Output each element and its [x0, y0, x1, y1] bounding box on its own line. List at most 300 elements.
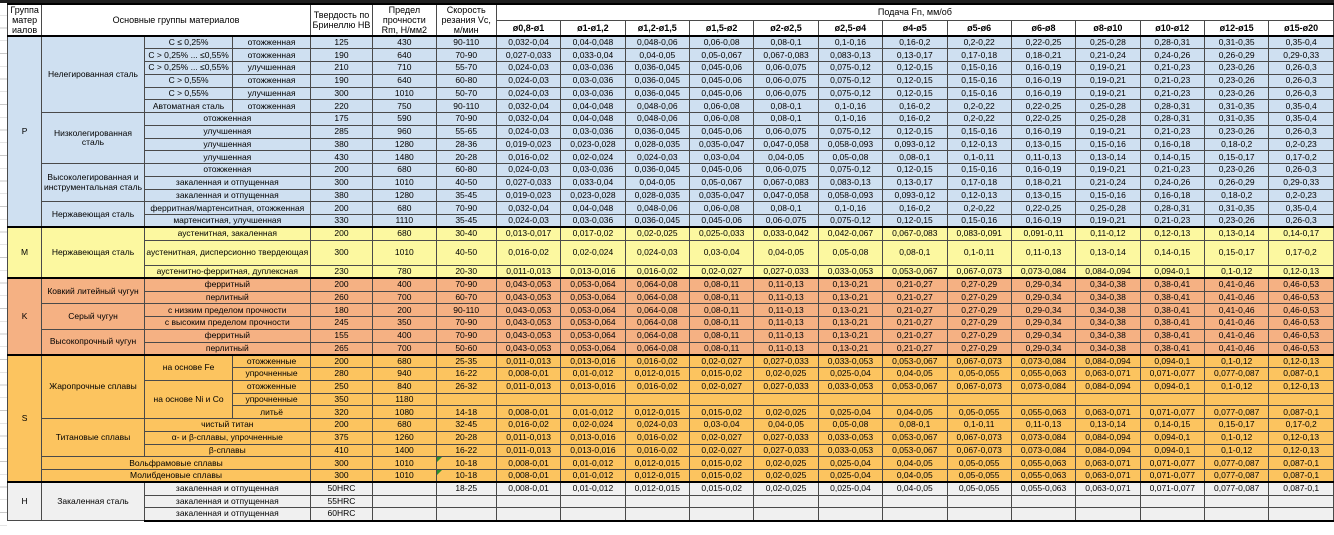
feed-value-cell[interactable]: 0,04-0,048: [561, 202, 625, 215]
material-cell[interactable]: Автоматная сталь: [144, 100, 233, 113]
feed-value-cell[interactable]: [754, 495, 818, 508]
feed-value-cell[interactable]: 0,025-0,04: [818, 368, 882, 381]
material-cell[interactable]: упрочненные: [233, 368, 310, 381]
speed-cell[interactable]: 90-110: [436, 36, 496, 49]
feed-value-cell[interactable]: 0,012-0,015: [625, 406, 689, 419]
feed-value-cell[interactable]: 0,02-0,027: [690, 431, 754, 444]
material-cell[interactable]: C > 0,25% ... ≤0,55%: [144, 49, 233, 62]
feed-value-cell[interactable]: 0,053-0,067: [883, 380, 947, 393]
strength-cell[interactable]: 680: [373, 227, 436, 240]
hardness-cell[interactable]: 330: [310, 215, 372, 228]
feed-value-cell[interactable]: 0,032-0,04: [496, 202, 560, 215]
feed-value-cell[interactable]: 0,067-0,083: [754, 49, 818, 62]
feed-value-cell[interactable]: 0,11-0,13: [1011, 151, 1075, 164]
feed-value-cell[interactable]: 0,03-0,036: [561, 164, 625, 177]
feed-value-cell[interactable]: 0,02-0,025: [754, 406, 818, 419]
feed-value-cell[interactable]: 0,055-0,063: [1011, 368, 1075, 381]
feed-value-cell[interactable]: 0,04-0,05: [883, 406, 947, 419]
feed-value-cell[interactable]: 0,22-0,25: [1011, 36, 1075, 49]
material-cell[interactable]: Нержавеющая сталь: [42, 202, 145, 228]
feed-value-cell[interactable]: 0,21-0,27: [883, 342, 947, 355]
feed-value-cell[interactable]: 0,23-0,26: [1205, 164, 1269, 177]
speed-cell[interactable]: [436, 393, 496, 406]
hardness-cell[interactable]: 200: [310, 278, 372, 291]
feed-value-cell[interactable]: 0,045-0,06: [690, 74, 754, 87]
speed-cell[interactable]: 70-90: [436, 49, 496, 62]
feed-value-cell[interactable]: 0,41-0,46: [1205, 317, 1269, 330]
feed-value-cell[interactable]: 0,043-0,053: [496, 304, 560, 317]
feed-value-cell[interactable]: 0,19-0,21: [1076, 74, 1140, 87]
feed-value-cell[interactable]: 0,18-0,2: [1205, 138, 1269, 151]
material-cell[interactable]: на основе Ni и Co: [144, 380, 233, 418]
diameter-column-header[interactable]: ø15-ø20: [1269, 20, 1334, 36]
feed-value-cell[interactable]: 0,21-0,27: [883, 278, 947, 291]
feed-value-cell[interactable]: 0,2-0,22: [947, 100, 1011, 113]
strength-cell[interactable]: 430: [373, 36, 436, 49]
speed-cell[interactable]: 35-45: [436, 189, 496, 202]
strength-cell[interactable]: 640: [373, 49, 436, 62]
feed-value-cell[interactable]: [1269, 495, 1334, 508]
feed-value-cell[interactable]: 0,084-0,094: [1076, 431, 1140, 444]
feed-value-cell[interactable]: 0,11-0,12: [1076, 227, 1140, 240]
material-cell[interactable]: Высоколегированная и инструментальная сталь: [42, 164, 145, 202]
feed-value-cell[interactable]: 0,077-0,087: [1205, 406, 1269, 419]
feed-value-cell[interactable]: 0,1-0,12: [1205, 266, 1269, 279]
feed-value-cell[interactable]: 0,16-0,2: [883, 202, 947, 215]
strength-cell[interactable]: 940: [373, 368, 436, 381]
speed-cell[interactable]: 90-110: [436, 304, 496, 317]
feed-value-cell[interactable]: [947, 495, 1011, 508]
feed-value-cell[interactable]: 0,016-0,02: [496, 419, 560, 432]
strength-cell[interactable]: [373, 508, 436, 521]
feed-value-cell[interactable]: 0,04-0,05: [754, 151, 818, 164]
hardness-cell[interactable]: 210: [310, 62, 372, 75]
feed-value-cell[interactable]: 0,042-0,067: [818, 227, 882, 240]
material-cell[interactable]: улучшенная: [144, 125, 310, 138]
strength-cell[interactable]: 1010: [373, 240, 436, 266]
feed-value-cell[interactable]: 0,12-0,13: [1269, 431, 1334, 444]
feed-value-cell[interactable]: 0,084-0,094: [1076, 444, 1140, 457]
feed-value-cell[interactable]: 0,094-0,1: [1140, 266, 1204, 279]
feed-value-cell[interactable]: [818, 495, 882, 508]
header-material-group[interactable]: Группа матер иалов: [8, 4, 42, 36]
material-cell[interactable]: закаленная и отпущенная: [144, 482, 310, 495]
feed-value-cell[interactable]: 0,41-0,46: [1205, 291, 1269, 304]
feed-value-cell[interactable]: 0,16-0,18: [1140, 189, 1204, 202]
feed-value-cell[interactable]: 0,46-0,53: [1269, 291, 1334, 304]
feed-value-cell[interactable]: 0,12-0,13: [1269, 380, 1334, 393]
speed-cell[interactable]: 10-18: [436, 470, 496, 483]
hardness-cell[interactable]: 200: [310, 202, 372, 215]
feed-value-cell[interactable]: 0,08-0,11: [690, 329, 754, 342]
feed-value-cell[interactable]: 0,045-0,06: [690, 164, 754, 177]
feed-value-cell[interactable]: 0,064-0,08: [625, 342, 689, 355]
speed-cell[interactable]: 18-25: [436, 482, 496, 495]
feed-value-cell[interactable]: 0,013-0,016: [561, 355, 625, 368]
speed-cell[interactable]: 70-90: [436, 113, 496, 126]
strength-cell[interactable]: 1080: [373, 406, 436, 419]
feed-value-cell[interactable]: 0,19-0,21: [1076, 164, 1140, 177]
feed-value-cell[interactable]: 0,071-0,077: [1140, 482, 1204, 495]
hardness-cell[interactable]: 200: [310, 419, 372, 432]
feed-value-cell[interactable]: 0,31-0,35: [1205, 202, 1269, 215]
feed-value-cell[interactable]: 0,012-0,015: [625, 470, 689, 483]
feed-value-cell[interactable]: 0,077-0,087: [1205, 368, 1269, 381]
feed-value-cell[interactable]: 0,11-0,13: [754, 329, 818, 342]
feed-value-cell[interactable]: 0,08-0,1: [883, 240, 947, 266]
feed-value-cell[interactable]: 0,23-0,26: [1205, 74, 1269, 87]
feed-value-cell[interactable]: 0,29-0,34: [1011, 278, 1075, 291]
feed-value-cell[interactable]: 0,13-0,21: [818, 329, 882, 342]
feed-value-cell[interactable]: 0,06-0,08: [690, 202, 754, 215]
feed-value-cell[interactable]: 0,033-0,053: [818, 355, 882, 368]
feed-value-cell[interactable]: 0,18-0,21: [1011, 176, 1075, 189]
feed-value-cell[interactable]: 0,016-0,02: [496, 240, 560, 266]
header-tensile-strength[interactable]: Предел прочности Rm, Н/мм2: [373, 4, 436, 36]
hardness-cell[interactable]: 285: [310, 125, 372, 138]
feed-value-cell[interactable]: 0,29-0,34: [1011, 342, 1075, 355]
feed-value-cell[interactable]: 0,46-0,53: [1269, 317, 1334, 330]
feed-value-cell[interactable]: 0,04-0,05: [625, 49, 689, 62]
feed-value-cell[interactable]: 0,008-0,01: [496, 482, 560, 495]
speed-cell[interactable]: [436, 495, 496, 508]
feed-value-cell[interactable]: 0,16-0,19: [1011, 125, 1075, 138]
feed-value-cell[interactable]: 0,016-0,02: [625, 444, 689, 457]
feed-value-cell[interactable]: 0,053-0,067: [883, 266, 947, 279]
feed-value-cell[interactable]: 0,063-0,071: [1076, 470, 1140, 483]
strength-cell[interactable]: 680: [373, 355, 436, 368]
feed-value-cell[interactable]: 0,02-0,027: [690, 444, 754, 457]
feed-value-cell[interactable]: 0,015-0,02: [690, 368, 754, 381]
feed-value-cell[interactable]: 0,073-0,084: [1011, 266, 1075, 279]
feed-value-cell[interactable]: 0,048-0,06: [625, 202, 689, 215]
feed-value-cell[interactable]: 0,011-0,013: [496, 444, 560, 457]
hardness-cell[interactable]: 260: [310, 291, 372, 304]
feed-value-cell[interactable]: 0,26-0,3: [1269, 164, 1334, 177]
strength-cell[interactable]: 700: [373, 342, 436, 355]
feed-value-cell[interactable]: 0,21-0,23: [1140, 125, 1204, 138]
feed-value-cell[interactable]: 0,15-0,16: [947, 87, 1011, 100]
feed-value-cell[interactable]: 0,08-0,1: [754, 100, 818, 113]
feed-value-cell[interactable]: [496, 495, 560, 508]
feed-value-cell[interactable]: 0,06-0,075: [754, 125, 818, 138]
feed-value-cell[interactable]: 0,077-0,087: [1205, 470, 1269, 483]
strength-cell[interactable]: [373, 495, 436, 508]
feed-value-cell[interactable]: [625, 393, 689, 406]
feed-value-cell[interactable]: 0,043-0,053: [496, 278, 560, 291]
feed-value-cell[interactable]: 0,21-0,27: [883, 304, 947, 317]
feed-value-cell[interactable]: 0,083-0,13: [818, 49, 882, 62]
speed-cell[interactable]: 70-90: [436, 317, 496, 330]
feed-value-cell[interactable]: 0,28-0,31: [1140, 36, 1204, 49]
feed-value-cell[interactable]: 0,05-0,055: [947, 470, 1011, 483]
feed-value-cell[interactable]: 0,08-0,1: [754, 113, 818, 126]
feed-value-cell[interactable]: 0,047-0,058: [754, 138, 818, 151]
feed-value-cell[interactable]: 0,23-0,26: [1205, 62, 1269, 75]
feed-value-cell[interactable]: 0,064-0,08: [625, 317, 689, 330]
feed-value-cell[interactable]: 0,21-0,23: [1140, 87, 1204, 100]
hardness-cell[interactable]: 245: [310, 317, 372, 330]
feed-value-cell[interactable]: 0,091-0,11: [1011, 227, 1075, 240]
feed-value-cell[interactable]: 0,13-0,21: [818, 304, 882, 317]
feed-value-cell[interactable]: 0,075-0,12: [818, 164, 882, 177]
feed-value-cell[interactable]: [818, 508, 882, 521]
feed-value-cell[interactable]: 0,01-0,012: [561, 368, 625, 381]
feed-value-cell[interactable]: 0,053-0,067: [883, 355, 947, 368]
hardness-cell[interactable]: 300: [310, 470, 372, 483]
feed-value-cell[interactable]: 0,011-0,013: [496, 266, 560, 279]
feed-value-cell[interactable]: 0,063-0,071: [1076, 457, 1140, 470]
feed-value-cell[interactable]: 0,012-0,015: [625, 482, 689, 495]
strength-cell[interactable]: 400: [373, 329, 436, 342]
feed-value-cell[interactable]: 0,26-0,3: [1269, 62, 1334, 75]
feed-value-cell[interactable]: 0,008-0,01: [496, 368, 560, 381]
strength-cell[interactable]: 680: [373, 419, 436, 432]
feed-value-cell[interactable]: 0,2-0,22: [947, 113, 1011, 126]
feed-value-cell[interactable]: 0,015-0,02: [690, 470, 754, 483]
material-cell[interactable]: отожженная: [233, 74, 310, 87]
feed-value-cell[interactable]: 0,31-0,35: [1205, 100, 1269, 113]
feed-value-cell[interactable]: 0,13-0,15: [1011, 189, 1075, 202]
feed-value-cell[interactable]: 0,15-0,16: [947, 62, 1011, 75]
strength-cell[interactable]: [373, 482, 436, 495]
feed-value-cell[interactable]: 0,032-0,04: [496, 36, 560, 49]
feed-value-cell[interactable]: 0,14-0,15: [1140, 151, 1204, 164]
feed-value-cell[interactable]: 0,053-0,067: [883, 431, 947, 444]
feed-value-cell[interactable]: 0,047-0,058: [754, 189, 818, 202]
strength-cell[interactable]: 1280: [373, 138, 436, 151]
feed-value-cell[interactable]: 0,21-0,24: [1076, 49, 1140, 62]
feed-value-cell[interactable]: 0,016-0,02: [625, 266, 689, 279]
feed-value-cell[interactable]: 0,073-0,084: [1011, 431, 1075, 444]
feed-value-cell[interactable]: 0,024-0,03: [496, 74, 560, 87]
feed-value-cell[interactable]: 0,043-0,053: [496, 342, 560, 355]
material-cell[interactable]: аустенитная, дисперсионно твердеющая: [144, 240, 310, 266]
feed-value-cell[interactable]: 0,12-0,13: [947, 189, 1011, 202]
feed-value-cell[interactable]: 0,29-0,34: [1011, 317, 1075, 330]
diameter-column-header[interactable]: ø5-ø6: [947, 20, 1011, 36]
strength-cell[interactable]: 840: [373, 380, 436, 393]
feed-value-cell[interactable]: 0,064-0,08: [625, 304, 689, 317]
feed-value-cell[interactable]: 0,16-0,2: [883, 100, 947, 113]
feed-value-cell[interactable]: 0,03-0,036: [561, 125, 625, 138]
group-letter-cell[interactable]: M: [8, 227, 42, 278]
feed-value-cell[interactable]: [561, 508, 625, 521]
feed-value-cell[interactable]: 0,048-0,06: [625, 36, 689, 49]
diameter-column-header[interactable]: ø12-ø15: [1205, 20, 1269, 36]
feed-value-cell[interactable]: 0,055-0,063: [1011, 470, 1075, 483]
feed-value-cell[interactable]: 0,11-0,13: [754, 278, 818, 291]
material-cell[interactable]: аустенитная, закаленная: [144, 227, 310, 240]
speed-cell[interactable]: 50-60: [436, 342, 496, 355]
feed-value-cell[interactable]: 0,016-0,02: [496, 151, 560, 164]
feed-value-cell[interactable]: 0,29-0,33: [1269, 49, 1334, 62]
feed-value-cell[interactable]: 0,19-0,21: [1076, 215, 1140, 228]
header-feed-title[interactable]: Подача Fn, мм/об: [496, 4, 1333, 20]
speed-cell[interactable]: 55-65: [436, 125, 496, 138]
feed-value-cell[interactable]: 0,087-0,1: [1269, 482, 1334, 495]
feed-value-cell[interactable]: 0,071-0,077: [1140, 457, 1204, 470]
feed-value-cell[interactable]: 0,064-0,08: [625, 291, 689, 304]
feed-value-cell[interactable]: [625, 495, 689, 508]
feed-value-cell[interactable]: 0,24-0,26: [1140, 49, 1204, 62]
hardness-cell[interactable]: 320: [310, 406, 372, 419]
feed-value-cell[interactable]: 0,033-0,04: [561, 49, 625, 62]
feed-value-cell[interactable]: 0,048-0,06: [625, 100, 689, 113]
feed-value-cell[interactable]: 0,04-0,048: [561, 36, 625, 49]
feed-value-cell[interactable]: 0,075-0,12: [818, 125, 882, 138]
feed-value-cell[interactable]: 0,21-0,27: [883, 291, 947, 304]
diameter-column-header[interactable]: ø1-ø1,2: [561, 20, 625, 36]
feed-value-cell[interactable]: 0,11-0,13: [754, 291, 818, 304]
feed-value-cell[interactable]: 0,019-0,023: [496, 138, 560, 151]
speed-cell[interactable]: [436, 508, 496, 521]
feed-value-cell[interactable]: [690, 495, 754, 508]
feed-value-cell[interactable]: 0,027-0,033: [754, 431, 818, 444]
feed-value-cell[interactable]: 0,1-0,12: [1205, 380, 1269, 393]
speed-cell[interactable]: 60-70: [436, 291, 496, 304]
feed-value-cell[interactable]: 0,21-0,27: [883, 329, 947, 342]
diameter-column-header[interactable]: ø4-ø5: [883, 20, 947, 36]
feed-value-cell[interactable]: 0,084-0,094: [1076, 355, 1140, 368]
feed-value-cell[interactable]: 0,18-0,2: [1205, 189, 1269, 202]
group-letter-cell[interactable]: P: [8, 36, 42, 227]
feed-value-cell[interactable]: 0,032-0,04: [496, 100, 560, 113]
feed-value-cell[interactable]: 0,06-0,075: [754, 215, 818, 228]
speed-cell[interactable]: 40-50: [436, 240, 496, 266]
material-cell[interactable]: закаленная и отпущенная: [144, 508, 310, 521]
strength-cell[interactable]: 1010: [373, 457, 436, 470]
speed-cell[interactable]: 16-22: [436, 444, 496, 457]
feed-value-cell[interactable]: 0,012-0,015: [625, 368, 689, 381]
speed-cell[interactable]: 20-30: [436, 266, 496, 279]
feed-value-cell[interactable]: 0,34-0,38: [1076, 329, 1140, 342]
feed-value-cell[interactable]: 0,067-0,073: [947, 431, 1011, 444]
material-cell[interactable]: аустенитно-ферритная, дуплексная: [144, 266, 310, 279]
feed-value-cell[interactable]: 0,02-0,025: [754, 470, 818, 483]
feed-value-cell[interactable]: [1076, 495, 1140, 508]
feed-value-cell[interactable]: 0,12-0,15: [883, 74, 947, 87]
feed-value-cell[interactable]: 0,008-0,01: [496, 457, 560, 470]
feed-value-cell[interactable]: 0,05-0,067: [690, 176, 754, 189]
feed-value-cell[interactable]: 0,19-0,21: [1076, 125, 1140, 138]
feed-value-cell[interactable]: 0,016-0,02: [625, 380, 689, 393]
strength-cell[interactable]: 1480: [373, 151, 436, 164]
feed-value-cell[interactable]: 0,24-0,26: [1140, 176, 1204, 189]
feed-value-cell[interactable]: 0,094-0,1: [1140, 444, 1204, 457]
feed-value-cell[interactable]: 0,027-0,033: [754, 444, 818, 457]
strength-cell[interactable]: 1010: [373, 470, 436, 483]
feed-value-cell[interactable]: 0,08-0,1: [883, 419, 947, 432]
feed-value-cell[interactable]: 0,12-0,15: [883, 164, 947, 177]
feed-value-cell[interactable]: 0,15-0,17: [1205, 419, 1269, 432]
feed-value-cell[interactable]: 0,38-0,41: [1140, 304, 1204, 317]
feed-value-cell[interactable]: 0,1-0,16: [818, 100, 882, 113]
feed-value-cell[interactable]: 0,19-0,21: [1076, 87, 1140, 100]
feed-value-cell[interactable]: 0,04-0,05: [754, 419, 818, 432]
feed-value-cell[interactable]: 0,058-0,093: [818, 189, 882, 202]
material-cell[interactable]: Ковкий литейный чугун: [42, 278, 145, 304]
feed-value-cell[interactable]: 0,04-0,05: [754, 240, 818, 266]
material-cell[interactable]: Молибденовые сплавы: [42, 470, 311, 483]
speed-cell[interactable]: 40-50: [436, 176, 496, 189]
feed-value-cell[interactable]: 0,075-0,12: [818, 87, 882, 100]
feed-value-cell[interactable]: 0,01-0,012: [561, 482, 625, 495]
feed-value-cell[interactable]: 0,13-0,17: [883, 49, 947, 62]
feed-value-cell[interactable]: 0,024-0,03: [625, 240, 689, 266]
strength-cell[interactable]: 590: [373, 113, 436, 126]
feed-value-cell[interactable]: 0,23-0,26: [1205, 125, 1269, 138]
feed-value-cell[interactable]: 0,13-0,14: [1205, 227, 1269, 240]
feed-value-cell[interactable]: 0,075-0,12: [818, 62, 882, 75]
feed-value-cell[interactable]: 0,075-0,12: [818, 74, 882, 87]
feed-value-cell[interactable]: 0,03-0,04: [690, 151, 754, 164]
strength-cell[interactable]: 350: [373, 317, 436, 330]
feed-value-cell[interactable]: 0,023-0,028: [561, 189, 625, 202]
feed-value-cell[interactable]: 0,13-0,14: [1076, 419, 1140, 432]
feed-value-cell[interactable]: 0,025-0,04: [818, 406, 882, 419]
speed-cell[interactable]: 35-45: [436, 215, 496, 228]
material-cell[interactable]: с низким пределом прочности: [144, 304, 310, 317]
feed-value-cell[interactable]: 0,46-0,53: [1269, 329, 1334, 342]
feed-value-cell[interactable]: 0,15-0,16: [1076, 138, 1140, 151]
feed-value-cell[interactable]: 0,26-0,3: [1269, 215, 1334, 228]
feed-value-cell[interactable]: 0,34-0,38: [1076, 278, 1140, 291]
feed-value-cell[interactable]: 0,22-0,25: [1011, 113, 1075, 126]
feed-value-cell[interactable]: 0,087-0,1: [1269, 406, 1334, 419]
feed-value-cell[interactable]: 0,084-0,094: [1076, 266, 1140, 279]
feed-value-cell[interactable]: 0,12-0,15: [883, 87, 947, 100]
material-cell[interactable]: отожженная: [233, 36, 310, 49]
feed-value-cell[interactable]: 0,12-0,15: [883, 125, 947, 138]
diameter-column-header[interactable]: ø1,2-ø1,5: [625, 20, 689, 36]
hardness-cell[interactable]: 430: [310, 151, 372, 164]
feed-value-cell[interactable]: 0,12-0,13: [1269, 355, 1334, 368]
material-cell[interactable]: закаленная и отпущенная: [144, 189, 310, 202]
material-cell[interactable]: ферритный: [144, 329, 310, 342]
feed-value-cell[interactable]: 0,22-0,25: [1011, 100, 1075, 113]
speed-cell[interactable]: 32-45: [436, 419, 496, 432]
feed-value-cell[interactable]: 0,093-0,12: [883, 138, 947, 151]
feed-value-cell[interactable]: 0,16-0,18: [1140, 138, 1204, 151]
hardness-cell[interactable]: 55HRC: [310, 495, 372, 508]
hardness-cell[interactable]: 200: [310, 355, 372, 368]
feed-value-cell[interactable]: 0,036-0,045: [625, 164, 689, 177]
material-cell[interactable]: C > 0,55%: [144, 74, 233, 87]
feed-value-cell[interactable]: [561, 495, 625, 508]
feed-value-cell[interactable]: 0,15-0,16: [947, 164, 1011, 177]
feed-value-cell[interactable]: 0,13-0,15: [1011, 138, 1075, 151]
material-cell[interactable]: β-сплавы: [144, 444, 310, 457]
feed-value-cell[interactable]: 0,013-0,016: [561, 266, 625, 279]
feed-value-cell[interactable]: 0,008-0,01: [496, 470, 560, 483]
feed-value-cell[interactable]: 0,11-0,13: [754, 317, 818, 330]
feed-value-cell[interactable]: 0,1-0,12: [1205, 444, 1269, 457]
feed-value-cell[interactable]: 0,02-0,024: [561, 240, 625, 266]
feed-value-cell[interactable]: 0,22-0,25: [1011, 202, 1075, 215]
feed-value-cell[interactable]: 0,13-0,21: [818, 291, 882, 304]
feed-value-cell[interactable]: 0,093-0,12: [883, 189, 947, 202]
feed-value-cell[interactable]: 0,1-0,16: [818, 202, 882, 215]
feed-value-cell[interactable]: 0,2-0,22: [947, 36, 1011, 49]
strength-cell[interactable]: 960: [373, 125, 436, 138]
feed-value-cell[interactable]: 0,067-0,083: [883, 227, 947, 240]
feed-value-cell[interactable]: 0,06-0,08: [690, 100, 754, 113]
feed-value-cell[interactable]: 0,25-0,28: [1076, 36, 1140, 49]
feed-value-cell[interactable]: 0,094-0,1: [1140, 380, 1204, 393]
hardness-cell[interactable]: 60HRC: [310, 508, 372, 521]
feed-value-cell[interactable]: 0,053-0,064: [561, 304, 625, 317]
